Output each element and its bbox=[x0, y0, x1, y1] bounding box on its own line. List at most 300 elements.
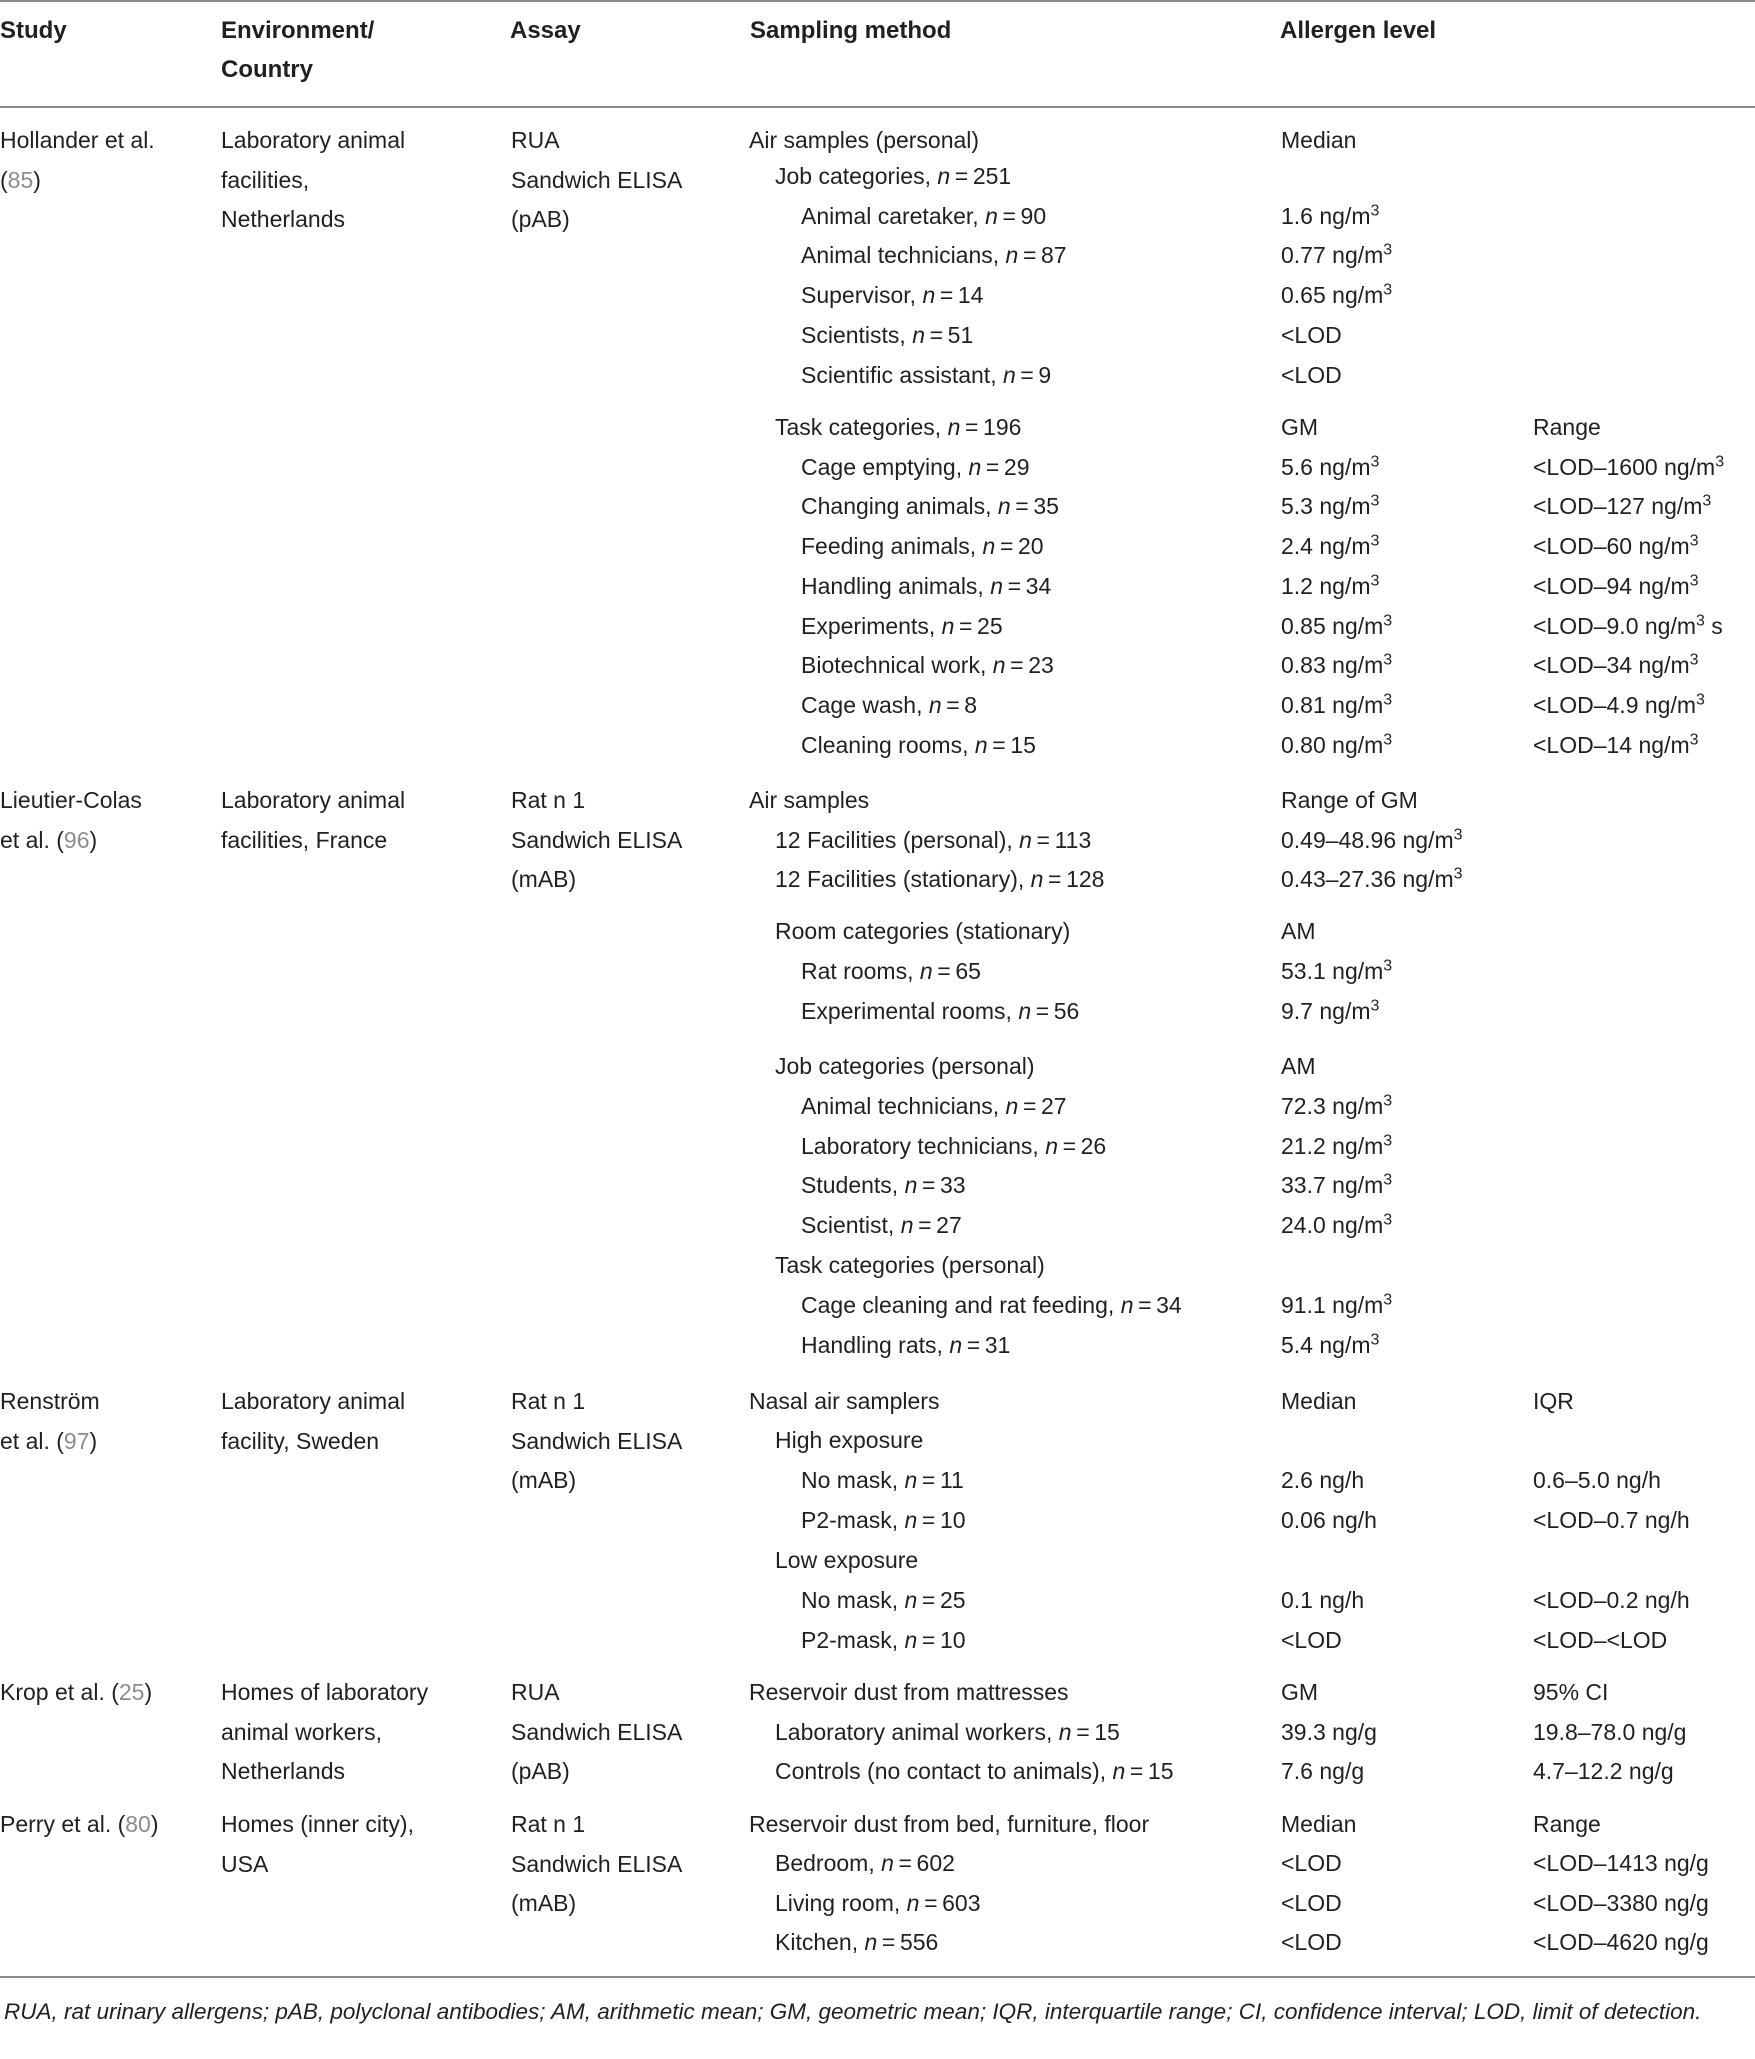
range-text: <LOD–4620 ng/g bbox=[1533, 1929, 1709, 1955]
sample-count: 27 bbox=[1040, 1093, 1067, 1119]
sampling-label-text: 12 Facilities (stationary), bbox=[775, 866, 1031, 892]
range-text: 4.7–12.2 ng/g bbox=[1533, 1758, 1674, 1784]
sampling-label-text: Room categories (stationary) bbox=[775, 918, 1071, 944]
sampling-label-text: Handling animals, bbox=[801, 573, 991, 599]
unit-exponent: 3 bbox=[1383, 731, 1393, 749]
equals-sign: = bbox=[913, 1212, 937, 1238]
unit-exponent: 3 bbox=[1383, 281, 1393, 299]
sampling-label-text: Controls (no contact to animals), bbox=[775, 1758, 1113, 1784]
sampling-method-label bbox=[801, 531, 1044, 561]
allergen-value bbox=[1281, 1170, 1392, 1200]
equals-sign: = bbox=[960, 414, 984, 440]
unit-exponent: 3 bbox=[1696, 612, 1705, 630]
environment-text: Netherlands bbox=[221, 206, 346, 232]
environment-text: Homes (inner city), bbox=[221, 1811, 414, 1837]
sampling-method-label bbox=[775, 1425, 923, 1455]
sampling-method-label bbox=[775, 1717, 1120, 1747]
sampling-method-label bbox=[801, 996, 1079, 1026]
assay-text: (mAB) bbox=[511, 1890, 577, 1916]
allergen-range bbox=[1533, 1386, 1574, 1416]
value-text: <LOD bbox=[1281, 1850, 1342, 1876]
allergen-value bbox=[1281, 1330, 1379, 1360]
sampling-label-text: No mask, bbox=[801, 1587, 905, 1613]
allergen-value bbox=[1281, 571, 1379, 601]
allergen-value bbox=[1281, 1091, 1392, 1121]
assay-text: Rat n 1 bbox=[511, 1388, 586, 1414]
equals-sign: = bbox=[1031, 827, 1055, 853]
sample-count: 35 bbox=[1033, 493, 1059, 519]
reference-link: 80 bbox=[125, 1811, 151, 1837]
sampling-label-text: High exposure bbox=[775, 1427, 924, 1453]
top-rule bbox=[0, 0, 1755, 2]
environment-text: facilities, bbox=[221, 166, 310, 193]
value-text: Range of GM bbox=[1281, 787, 1418, 813]
value-text: 1.6 ng/m bbox=[1281, 203, 1371, 229]
sample-count: 34 bbox=[1156, 1292, 1182, 1318]
allergen-value bbox=[1281, 1756, 1364, 1786]
environment-text: Laboratory animal bbox=[221, 787, 406, 813]
assay-text: Sandwich ELISA bbox=[511, 1427, 683, 1454]
sample-count: 27 bbox=[936, 1212, 962, 1238]
assay-text: Sandwich ELISA bbox=[511, 826, 683, 853]
unit-exponent: 3 bbox=[1383, 1171, 1393, 1189]
sampling-method-label bbox=[801, 1625, 966, 1655]
value-text: <LOD bbox=[1281, 322, 1342, 348]
sample-count: 603 bbox=[942, 1890, 981, 1916]
allergen-range bbox=[1533, 412, 1601, 442]
assay-text: Rat n 1 bbox=[511, 1811, 586, 1837]
unit-exponent: 3 bbox=[1383, 691, 1393, 709]
range-text: Range bbox=[1533, 1811, 1601, 1837]
sampling-method-label bbox=[775, 864, 1104, 894]
environment-text: Laboratory animal bbox=[221, 1388, 406, 1414]
equals-sign: = bbox=[997, 203, 1021, 229]
n-symbol: n bbox=[949, 1332, 963, 1358]
study-prefix: et al. ( bbox=[0, 826, 64, 853]
sampling-label-text: Job categories (personal) bbox=[775, 1053, 1035, 1079]
study-paren: ) bbox=[89, 1427, 98, 1454]
sampling-method-label bbox=[775, 1756, 1174, 1786]
equals-sign: = bbox=[1031, 998, 1054, 1024]
sampling-method-label bbox=[801, 240, 1067, 270]
range-text: <LOD–34 ng/m bbox=[1533, 652, 1690, 678]
sampling-label-text: Cage wash, bbox=[801, 692, 929, 718]
allergen-value bbox=[1281, 125, 1356, 155]
n-symbol: n bbox=[974, 732, 988, 758]
allergen-value bbox=[1281, 201, 1379, 231]
equals-sign: = bbox=[1015, 362, 1039, 388]
n-symbol: n bbox=[1005, 1093, 1019, 1119]
value-text: 0.77 ng/m bbox=[1281, 242, 1384, 268]
sample-count: 25 bbox=[977, 613, 1003, 639]
header-environment-line1: Environment/ bbox=[221, 17, 375, 44]
value-text: 21.2 ng/m bbox=[1281, 1133, 1384, 1159]
n-symbol: n bbox=[997, 493, 1011, 519]
value-text: <LOD bbox=[1281, 362, 1342, 388]
study-name-line2 bbox=[0, 825, 97, 855]
value-text: AM bbox=[1281, 1053, 1316, 1079]
unit-exponent: 3 bbox=[1370, 572, 1380, 590]
equals-sign: = bbox=[932, 958, 956, 984]
sampling-label-text: Laboratory animal workers, bbox=[775, 1719, 1059, 1745]
n-symbol: n bbox=[1005, 242, 1019, 268]
reference-link: 25 bbox=[118, 1679, 145, 1705]
value-text: 2.4 ng/m bbox=[1281, 533, 1371, 559]
n-symbol: n bbox=[928, 692, 942, 718]
value-text: 24.0 ng/m bbox=[1281, 1212, 1384, 1238]
allergen-value bbox=[1281, 996, 1379, 1026]
sample-count: 87 bbox=[1040, 242, 1067, 268]
sampling-label-text: Scientific assistant, bbox=[801, 362, 1003, 388]
sampling-label-text: Experimental rooms, bbox=[801, 998, 1019, 1024]
allergen-value bbox=[1281, 1505, 1377, 1535]
unit-exponent: 3 bbox=[1370, 453, 1380, 471]
equals-sign: = bbox=[917, 1587, 940, 1613]
unit-exponent: 3 bbox=[1383, 1092, 1393, 1110]
equals-sign: = bbox=[917, 1172, 941, 1198]
study-prefix: ( bbox=[0, 166, 8, 193]
study-paren: ) bbox=[144, 1679, 153, 1705]
equals-sign: = bbox=[925, 322, 948, 348]
allergen-range bbox=[1533, 1677, 1608, 1707]
equals-sign: = bbox=[919, 1890, 943, 1916]
n-symbol: n bbox=[937, 163, 951, 189]
assay-text: Sandwich ELISA bbox=[511, 166, 683, 193]
sampling-label-text: Living room, bbox=[775, 1890, 907, 1916]
value-text: 5.3 ng/m bbox=[1281, 493, 1371, 519]
study-paren: ) bbox=[33, 166, 41, 193]
value-text: 0.81 ng/m bbox=[1281, 692, 1384, 718]
allergen-value bbox=[1281, 1717, 1377, 1747]
unit-exponent: 3 bbox=[1370, 202, 1380, 220]
reference-link: 97 bbox=[63, 1427, 90, 1454]
sample-count: 9 bbox=[1038, 362, 1052, 388]
allergen-range bbox=[1533, 1888, 1709, 1918]
study-paren: ) bbox=[150, 1811, 159, 1837]
sample-count: 15 bbox=[1147, 1758, 1174, 1784]
range-text: <LOD–3380 ng/g bbox=[1533, 1890, 1709, 1916]
sample-count: 26 bbox=[1080, 1133, 1107, 1159]
bottom-rule bbox=[0, 1976, 1755, 1978]
allergen-value bbox=[1281, 1848, 1342, 1878]
study-name: Lieutier-Colas bbox=[0, 787, 142, 813]
sampling-method-label bbox=[749, 1809, 1149, 1839]
sampling-label-text: Animal caretaker, bbox=[801, 203, 986, 229]
unit-exponent: 3 bbox=[1453, 826, 1463, 844]
allergen-range bbox=[1533, 491, 1711, 521]
range-text: 95% CI bbox=[1533, 1679, 1609, 1705]
allergen-value bbox=[1281, 412, 1318, 442]
range-text: <LOD–1413 ng/g bbox=[1533, 1850, 1709, 1876]
sampling-method-label bbox=[775, 1545, 918, 1575]
value-text: 0.83 ng/m bbox=[1281, 652, 1384, 678]
value-text: 0.06 ng/h bbox=[1281, 1507, 1377, 1533]
assay-text: Sandwich ELISA bbox=[511, 1850, 683, 1877]
unit-exponent: 3 bbox=[1370, 1331, 1380, 1349]
sample-count: 15 bbox=[1010, 732, 1036, 758]
n-symbol: n bbox=[1002, 362, 1016, 388]
sample-count: 251 bbox=[972, 163, 1012, 189]
range-text: <LOD–0.2 ng/h bbox=[1533, 1587, 1690, 1613]
allergen-value bbox=[1281, 452, 1379, 482]
equals-sign: = bbox=[995, 533, 1018, 559]
value-text: 72.3 ng/m bbox=[1281, 1093, 1384, 1119]
range-text: <LOD–60 ng/m bbox=[1533, 533, 1690, 559]
unit-exponent: 3 bbox=[1715, 453, 1725, 471]
allergen-range bbox=[1533, 1465, 1661, 1495]
environment-text: Laboratory animal bbox=[221, 127, 406, 153]
equals-sign: = bbox=[1125, 1758, 1148, 1784]
value-text: 0.43–27.36 ng/m bbox=[1281, 866, 1454, 892]
equals-sign: = bbox=[917, 1467, 940, 1493]
range-text: <LOD–14 ng/m bbox=[1533, 732, 1690, 758]
sampling-label-text: Job categories, bbox=[775, 163, 938, 189]
value-text: 91.1 ng/m bbox=[1281, 1292, 1384, 1318]
sampling-method-label bbox=[801, 491, 1059, 521]
sampling-label-text: Task categories (personal) bbox=[775, 1252, 1045, 1278]
unit-exponent: 3 bbox=[1370, 532, 1380, 550]
sampling-label-text: Cage emptying, bbox=[801, 454, 969, 480]
sampling-method-label bbox=[801, 320, 973, 350]
environment-text: facility, Sweden bbox=[221, 1427, 380, 1454]
sample-count: 56 bbox=[1053, 998, 1080, 1024]
assay-text: RUA bbox=[511, 1679, 560, 1705]
sampling-method-label bbox=[749, 1386, 939, 1416]
allergen-value bbox=[1281, 280, 1392, 310]
unit-exponent: 3 bbox=[1689, 532, 1699, 550]
value-text: <LOD bbox=[1281, 1627, 1342, 1653]
sampling-label-text: Nasal air samplers bbox=[749, 1388, 940, 1414]
sampling-label-text: Biotechnical work, bbox=[801, 652, 993, 678]
environment-text: Netherlands bbox=[221, 1758, 346, 1784]
allergen-range bbox=[1533, 1809, 1601, 1839]
value-text: 33.7 ng/m bbox=[1281, 1172, 1384, 1198]
sample-count: 25 bbox=[939, 1587, 966, 1613]
sampling-label-text: Handling rats, bbox=[801, 1332, 950, 1358]
sampling-method-label bbox=[801, 730, 1036, 760]
allergen-range bbox=[1533, 650, 1699, 680]
allergen-value bbox=[1281, 1051, 1316, 1081]
sampling-method-label bbox=[749, 785, 869, 815]
sample-count: 128 bbox=[1066, 866, 1105, 892]
equals-sign: = bbox=[1071, 1719, 1095, 1745]
unit-exponent: 3 bbox=[1370, 997, 1380, 1015]
sampling-label-text: Air samples bbox=[749, 787, 870, 813]
unit-exponent: 3 bbox=[1689, 572, 1699, 590]
allergen-value bbox=[1281, 1809, 1356, 1839]
unit-exponent: 3 bbox=[1689, 651, 1699, 669]
sampling-method-label bbox=[801, 1290, 1182, 1320]
allergen-value bbox=[1281, 730, 1392, 760]
study-name-text: Krop et al. ( bbox=[0, 1679, 119, 1705]
assay-text: Sandwich ELISA bbox=[511, 1718, 683, 1745]
unit-exponent: 3 bbox=[1383, 1291, 1393, 1309]
sampling-method-label bbox=[801, 1465, 964, 1495]
value-text: 0.85 ng/m bbox=[1281, 613, 1384, 639]
value-text: 7.6 ng/g bbox=[1281, 1758, 1365, 1784]
sampling-method-label bbox=[775, 1250, 1045, 1280]
allergen-range bbox=[1533, 1756, 1674, 1786]
value-text: 2.6 ng/h bbox=[1281, 1467, 1365, 1493]
n-symbol: n bbox=[992, 652, 1006, 678]
allergen-range bbox=[1533, 1927, 1709, 1957]
n-symbol: n bbox=[1018, 998, 1032, 1024]
value-text: Median bbox=[1281, 127, 1357, 153]
sample-count: 8 bbox=[964, 692, 978, 718]
value-text: <LOD bbox=[1281, 1890, 1342, 1916]
sampling-method-label bbox=[775, 825, 1091, 855]
allergen-value bbox=[1281, 1290, 1392, 1320]
sampling-method-label bbox=[801, 1131, 1106, 1161]
header-rule bbox=[0, 106, 1755, 108]
allergen-range bbox=[1533, 1717, 1686, 1747]
n-symbol: n bbox=[982, 533, 996, 559]
sample-count: 31 bbox=[984, 1332, 1011, 1358]
sampling-method-label bbox=[801, 1210, 962, 1240]
assay-text: Rat n 1 bbox=[511, 787, 586, 813]
sampling-label-text: Experiments, bbox=[801, 613, 942, 639]
header-allergen-level: Allergen level bbox=[1280, 17, 1437, 44]
value-text: 1.2 ng/m bbox=[1281, 573, 1371, 599]
assay-text: (mAB) bbox=[511, 866, 577, 892]
n-symbol: n bbox=[900, 1212, 914, 1238]
reference-link: 85 bbox=[7, 166, 34, 193]
allergen-value bbox=[1281, 785, 1418, 815]
range-text: <LOD–9.0 ng/m bbox=[1533, 613, 1697, 639]
study-prefix: et al. ( bbox=[0, 1427, 64, 1454]
equals-sign: = bbox=[877, 1929, 900, 1955]
equals-sign: = bbox=[950, 163, 973, 189]
n-symbol: n bbox=[1058, 1719, 1072, 1745]
range-text: <LOD–1600 ng/m bbox=[1533, 454, 1716, 480]
equals-sign: = bbox=[941, 692, 965, 718]
unit-exponent: 3 bbox=[1383, 241, 1393, 259]
allergen-range bbox=[1533, 531, 1699, 561]
n-symbol: n bbox=[881, 1850, 894, 1876]
sampling-method-label bbox=[801, 201, 1046, 231]
sampling-method-label bbox=[801, 690, 977, 720]
n-symbol: n bbox=[968, 454, 982, 480]
equals-sign: = bbox=[1058, 1133, 1081, 1159]
header-study: Study bbox=[0, 17, 67, 44]
value-text: 5.6 ng/m bbox=[1281, 454, 1371, 480]
sample-count: 90 bbox=[1020, 203, 1047, 229]
assay-text: (pAB) bbox=[511, 206, 570, 232]
n-symbol: n bbox=[906, 1890, 920, 1916]
unit-exponent: 3 bbox=[1383, 651, 1393, 669]
allergen-value bbox=[1281, 1625, 1342, 1655]
sampling-method-label bbox=[801, 1585, 966, 1615]
environment-text: facilities, France bbox=[221, 826, 388, 853]
range-text: <LOD–<LOD bbox=[1533, 1627, 1668, 1653]
n-symbol: n bbox=[904, 1587, 918, 1613]
unit-exponent: 3 bbox=[1383, 957, 1393, 975]
allergen-value bbox=[1281, 956, 1392, 986]
sample-count: 14 bbox=[957, 282, 984, 308]
header-environment-line2: Country bbox=[221, 56, 313, 83]
allergen-value bbox=[1281, 690, 1392, 720]
sampling-label-text: 12 Facilities (personal), bbox=[775, 827, 1020, 853]
equals-sign: = bbox=[935, 282, 958, 308]
unit-exponent: 3 bbox=[1689, 731, 1699, 749]
n-symbol: n bbox=[919, 958, 933, 984]
allergen-value bbox=[1281, 864, 1463, 894]
value-text: GM bbox=[1281, 1679, 1319, 1705]
study-name bbox=[0, 1809, 159, 1839]
sampling-method-label bbox=[775, 1888, 980, 1918]
allergen-range bbox=[1533, 571, 1699, 601]
allergen-value bbox=[1281, 320, 1342, 350]
sampling-label-text: P2-mask, bbox=[801, 1507, 905, 1533]
sampling-method-label bbox=[801, 280, 983, 310]
value-text: Median bbox=[1281, 1388, 1357, 1414]
allergen-value bbox=[1281, 1927, 1342, 1957]
n-symbol: n bbox=[947, 414, 961, 440]
sample-count: 33 bbox=[940, 1172, 966, 1198]
sampling-label-text: Low exposure bbox=[775, 1547, 919, 1573]
unit-exponent: 3 bbox=[1383, 612, 1393, 630]
equals-sign: = bbox=[981, 454, 1004, 480]
allergen-value bbox=[1281, 1131, 1392, 1161]
sampling-label-text: Feeding animals, bbox=[801, 533, 983, 559]
value-text: <LOD bbox=[1281, 1929, 1342, 1955]
unit-exponent: 3 bbox=[1696, 691, 1705, 709]
header-sampling-method: Sampling method bbox=[750, 17, 952, 44]
allergen-value bbox=[1281, 650, 1392, 680]
sampling-label-text: Air samples (personal) bbox=[749, 127, 980, 153]
unit-exponent: 3 bbox=[1383, 1211, 1393, 1229]
sample-count: 602 bbox=[916, 1850, 955, 1876]
sampling-label-text: Students, bbox=[801, 1172, 905, 1198]
value-text: 39.3 ng/g bbox=[1281, 1719, 1377, 1745]
header-assay: Assay bbox=[510, 17, 581, 44]
range-tail: s bbox=[1704, 613, 1723, 639]
sampling-method-label bbox=[775, 161, 1011, 191]
equals-sign: = bbox=[1043, 866, 1067, 892]
sample-count: 556 bbox=[899, 1929, 939, 1955]
allergen-value bbox=[1281, 491, 1379, 521]
sampling-method-label bbox=[801, 611, 1003, 641]
equals-sign: = bbox=[1018, 242, 1041, 268]
n-symbol: n bbox=[912, 322, 926, 348]
sample-count: 65 bbox=[955, 958, 981, 984]
equals-sign: = bbox=[954, 613, 978, 639]
study-name: Hollander et al. bbox=[0, 127, 155, 153]
sampling-label-text: Changing animals, bbox=[801, 493, 998, 519]
environment-text: Homes of laboratory bbox=[221, 1679, 429, 1705]
allergen-value bbox=[1281, 1210, 1392, 1240]
range-text: Range bbox=[1533, 414, 1601, 440]
sampling-label-text: Animal technicians, bbox=[801, 242, 1006, 268]
sample-count: 113 bbox=[1054, 827, 1092, 853]
sample-count: 15 bbox=[1094, 1719, 1120, 1745]
equals-sign: = bbox=[893, 1850, 917, 1876]
value-text: 0.65 ng/m bbox=[1281, 282, 1384, 308]
allergen-range bbox=[1533, 1625, 1667, 1655]
sampling-method-label bbox=[801, 360, 1051, 390]
n-symbol: n bbox=[904, 1467, 918, 1493]
study-paren: ) bbox=[89, 826, 98, 853]
equals-sign: = bbox=[917, 1627, 940, 1653]
value-text: 0.1 ng/h bbox=[1281, 1587, 1365, 1613]
allergen-range bbox=[1533, 452, 1724, 482]
n-symbol: n bbox=[990, 573, 1004, 599]
n-symbol: n bbox=[1045, 1133, 1058, 1159]
sampling-method-label bbox=[801, 452, 1030, 482]
sample-count: 11 bbox=[939, 1467, 964, 1493]
allergen-range bbox=[1533, 730, 1699, 760]
study-name: Renström bbox=[0, 1388, 100, 1414]
